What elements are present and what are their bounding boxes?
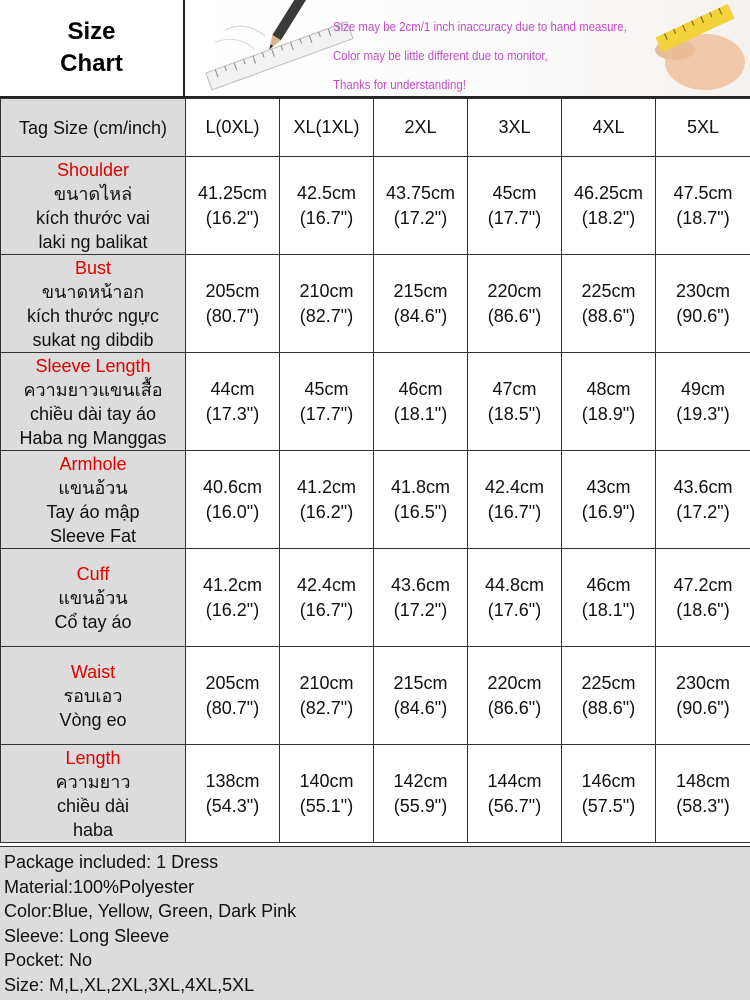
table-cell bbox=[468, 647, 562, 745]
title-line-2: Chart bbox=[60, 50, 123, 77]
cm-value: 42.4cm bbox=[296, 574, 357, 595]
measurement-translation: kích thước ngực bbox=[27, 305, 159, 326]
banner-note-3: Thanks for understanding! bbox=[333, 77, 466, 92]
table-cell bbox=[656, 255, 750, 353]
table-cell bbox=[656, 451, 750, 549]
measurement-translation: ขนาดหน้าอก bbox=[41, 281, 145, 302]
measurement-translation: haba bbox=[72, 819, 114, 840]
measurement-translation: Tay áo mập bbox=[46, 501, 140, 522]
inch-value: (17.6") bbox=[487, 599, 542, 620]
cm-value: 43.75cm bbox=[385, 182, 456, 203]
cm-value: 146cm bbox=[581, 770, 636, 791]
table-cell bbox=[656, 549, 750, 647]
inch-value: (84.6") bbox=[393, 697, 448, 718]
inch-value: (88.6") bbox=[581, 305, 636, 326]
table-cell bbox=[280, 647, 374, 745]
inch-value: (55.1") bbox=[299, 795, 354, 816]
sleeve-info: Sleeve: Long Sleeve bbox=[4, 925, 170, 946]
table-cell bbox=[562, 157, 656, 255]
measurement-label bbox=[1, 647, 186, 745]
inch-value: (18.2") bbox=[581, 207, 636, 228]
inch-value: (80.7") bbox=[205, 305, 260, 326]
table-row bbox=[1, 255, 750, 353]
inch-value: (17.2") bbox=[393, 599, 448, 620]
product-details bbox=[0, 846, 750, 1000]
cm-value: 44cm bbox=[210, 378, 255, 399]
inch-value: (54.3") bbox=[205, 795, 260, 816]
cm-value: 215cm bbox=[393, 672, 448, 693]
table-row bbox=[1, 451, 750, 549]
measurement-name: Waist bbox=[70, 661, 116, 682]
cm-value: 42.5cm bbox=[296, 182, 357, 203]
inch-value: (58.3") bbox=[676, 795, 730, 816]
cm-value: 220cm bbox=[487, 280, 542, 301]
cm-value: 45cm bbox=[304, 378, 349, 399]
table-cell bbox=[186, 353, 280, 451]
inch-value: (17.2") bbox=[393, 207, 448, 228]
cm-value: 43.6cm bbox=[673, 476, 733, 497]
inch-value: (90.6") bbox=[676, 697, 730, 718]
size-table bbox=[0, 98, 750, 843]
measurement-label bbox=[1, 451, 186, 549]
measurement-translation: แขนอ้วน bbox=[58, 477, 128, 498]
cm-value: 42.4cm bbox=[484, 476, 545, 497]
cm-value: 225cm bbox=[581, 672, 636, 693]
table-row bbox=[1, 157, 750, 255]
table-cell bbox=[374, 549, 468, 647]
measurement-translation: รอบเอว bbox=[63, 685, 123, 706]
table-cell bbox=[280, 745, 374, 843]
measurement-name: Shoulder bbox=[56, 159, 130, 180]
cm-value: 41.2cm bbox=[202, 574, 263, 595]
inch-value: (17.2") bbox=[676, 501, 730, 522]
table-cell bbox=[656, 157, 750, 255]
cm-value: 142cm bbox=[393, 770, 448, 791]
size-header: 4XL bbox=[562, 99, 656, 157]
inch-value: (17.7") bbox=[487, 207, 542, 228]
table-cell bbox=[374, 353, 468, 451]
table-cell bbox=[186, 549, 280, 647]
size-header: 2XL bbox=[374, 99, 468, 157]
inch-value: (18.1") bbox=[581, 599, 636, 620]
measurement-translation: chiều dài tay áo bbox=[29, 403, 157, 424]
title-box bbox=[0, 0, 185, 96]
cm-value: 47.2cm bbox=[673, 574, 733, 595]
table-cell bbox=[374, 451, 468, 549]
cm-value: 46.25cm bbox=[573, 182, 644, 203]
table-header-row bbox=[1, 99, 750, 157]
table-row bbox=[1, 745, 750, 843]
cm-value: 215cm bbox=[393, 280, 448, 301]
material-info: Material:100%Polyester bbox=[4, 876, 195, 897]
cm-value: 205cm bbox=[205, 672, 260, 693]
measurement-translation: Cổ tay áo bbox=[54, 611, 132, 632]
inch-value: (18.7") bbox=[676, 207, 730, 228]
cm-value: 205cm bbox=[205, 280, 260, 301]
cm-value: 140cm bbox=[299, 770, 354, 791]
size-header: XL(1XL) bbox=[280, 99, 374, 157]
inch-value: (55.9") bbox=[393, 795, 448, 816]
table-cell bbox=[562, 353, 656, 451]
table-cell bbox=[468, 353, 562, 451]
table-cell bbox=[562, 647, 656, 745]
inch-value: (80.7") bbox=[205, 697, 260, 718]
inch-value: (16.2") bbox=[205, 599, 260, 620]
table-cell bbox=[562, 549, 656, 647]
inch-value: (17.3") bbox=[205, 403, 260, 424]
cm-value: 230cm bbox=[675, 280, 731, 301]
color-info: Color:Blue, Yellow, Green, Dark Pink bbox=[4, 901, 297, 922]
measurement-name: Length bbox=[65, 747, 121, 768]
measurement-name: Sleeve Length bbox=[35, 355, 151, 376]
cm-value: 41.2cm bbox=[296, 476, 357, 497]
banner-notes bbox=[333, 12, 627, 96]
table-cell bbox=[186, 745, 280, 843]
measurement-label bbox=[1, 353, 186, 451]
cm-value: 40.6cm bbox=[202, 476, 263, 497]
inch-value: (86.6") bbox=[487, 305, 542, 326]
cm-value: 43cm bbox=[586, 476, 631, 497]
table-cell bbox=[374, 647, 468, 745]
cm-value: 220cm bbox=[487, 672, 542, 693]
table-cell bbox=[562, 255, 656, 353]
inch-value: (18.6") bbox=[676, 599, 730, 620]
measurement-label bbox=[1, 255, 186, 353]
table-row bbox=[1, 647, 750, 745]
measurement-banner bbox=[185, 0, 750, 96]
cm-value: 43.6cm bbox=[390, 574, 451, 595]
size-header: 5XL bbox=[656, 99, 750, 157]
inch-value: (82.7") bbox=[299, 697, 354, 718]
measurement-translation: ความยาว bbox=[55, 771, 131, 792]
inch-value: (16.7") bbox=[299, 599, 354, 620]
table-cell bbox=[280, 549, 374, 647]
table-cell bbox=[280, 451, 374, 549]
measurement-translation: Vòng eo bbox=[59, 709, 127, 730]
cm-value: 46cm bbox=[586, 574, 631, 595]
table-cell bbox=[186, 451, 280, 549]
cm-value: 41.8cm bbox=[390, 476, 451, 497]
measurement-name: Cuff bbox=[76, 563, 110, 584]
inch-value: (56.7") bbox=[487, 795, 542, 816]
cm-value: 225cm bbox=[581, 280, 636, 301]
measurement-label bbox=[1, 745, 186, 843]
table-cell bbox=[280, 157, 374, 255]
inch-value: (16.0") bbox=[205, 501, 260, 522]
cm-value: 46cm bbox=[398, 378, 443, 399]
header bbox=[0, 0, 750, 98]
cm-value: 138cm bbox=[205, 770, 260, 791]
table-cell bbox=[186, 157, 280, 255]
table-cell bbox=[280, 255, 374, 353]
cm-value: 45cm bbox=[492, 182, 537, 203]
measurement-translation: แขนอ้วน bbox=[58, 587, 128, 608]
cm-value: 210cm bbox=[299, 672, 354, 693]
cm-value: 49cm bbox=[680, 378, 725, 399]
pocket-info: Pocket: No bbox=[4, 950, 93, 971]
cm-value: 210cm bbox=[299, 280, 354, 301]
table-cell bbox=[656, 353, 750, 451]
cm-value: 48cm bbox=[586, 378, 631, 399]
cm-value: 41.25cm bbox=[197, 182, 268, 203]
inch-value: (16.2") bbox=[205, 207, 260, 228]
measurement-translation: Sleeve Fat bbox=[49, 525, 137, 546]
table-cell bbox=[186, 255, 280, 353]
inch-value: (16.7") bbox=[299, 207, 354, 228]
measurement-translation: ขนาดไหล่ bbox=[53, 183, 133, 204]
inch-value: (84.6") bbox=[393, 305, 448, 326]
table-cell bbox=[374, 157, 468, 255]
size-info: Size: M,L,XL,2XL,3XL,4XL,5XL bbox=[4, 974, 255, 995]
package-info: Package included: 1 Dress bbox=[4, 852, 219, 872]
table-row bbox=[1, 549, 750, 647]
measurement-translation: laki ng balikat bbox=[38, 231, 148, 252]
inch-value: (19.3") bbox=[676, 403, 730, 424]
inch-value: (16.5") bbox=[393, 501, 448, 522]
tag-size-header: Tag Size (cm/inch) bbox=[1, 99, 186, 157]
inch-value: (88.6") bbox=[581, 697, 636, 718]
measurement-name: Bust bbox=[74, 257, 112, 278]
inch-value: (90.6") bbox=[676, 305, 730, 326]
inch-value: (17.7") bbox=[299, 403, 354, 424]
inch-value: (57.5") bbox=[581, 795, 636, 816]
table-cell bbox=[280, 353, 374, 451]
table-cell bbox=[468, 745, 562, 843]
cm-value: 144cm bbox=[487, 770, 542, 791]
size-header: 3XL bbox=[468, 99, 562, 157]
inch-value: (16.9") bbox=[581, 501, 636, 522]
inch-value: (18.9") bbox=[581, 403, 636, 424]
measurement-translation: sukat ng dibdib bbox=[32, 329, 154, 350]
cm-value: 47.5cm bbox=[673, 182, 733, 203]
cm-value: 44.8cm bbox=[484, 574, 545, 595]
size-header: L(0XL) bbox=[186, 99, 280, 157]
measurement-translation: kích thước vai bbox=[36, 207, 150, 228]
table-cell bbox=[186, 647, 280, 745]
inch-value: (16.7") bbox=[487, 501, 542, 522]
cm-value: 148cm bbox=[675, 770, 731, 791]
measurement-name: Armhole bbox=[59, 453, 127, 474]
inch-value: (16.2") bbox=[299, 501, 354, 522]
banner-note-1: Size may be 2cm/1 inch inaccuracy due to hand measure, bbox=[333, 19, 627, 34]
inch-value: (18.1") bbox=[393, 403, 448, 424]
measurement-label bbox=[1, 157, 186, 255]
table-cell bbox=[656, 647, 750, 745]
measurement-label bbox=[1, 549, 186, 647]
inch-value: (82.7") bbox=[299, 305, 354, 326]
table-cell bbox=[656, 745, 750, 843]
table-cell bbox=[374, 745, 468, 843]
table-cell bbox=[468, 157, 562, 255]
table-cell bbox=[468, 451, 562, 549]
table-cell bbox=[468, 549, 562, 647]
table-row bbox=[1, 353, 750, 451]
table-cell bbox=[468, 255, 562, 353]
banner-note-2: Color may be little different due to monitor, bbox=[333, 48, 548, 63]
cm-value: 47cm bbox=[492, 378, 537, 399]
measurement-translation: chiều dài bbox=[56, 795, 130, 816]
inch-value: (18.5") bbox=[487, 403, 542, 424]
table-cell bbox=[374, 255, 468, 353]
cm-value: 230cm bbox=[675, 672, 731, 693]
inch-value: (86.6") bbox=[487, 697, 542, 718]
title-line-1: Size bbox=[67, 18, 116, 45]
table-cell bbox=[562, 451, 656, 549]
measurement-translation: ความยาวแขนเสื้อ bbox=[23, 379, 163, 400]
table-cell bbox=[562, 745, 656, 843]
measurement-translation: Haba ng Manggas bbox=[19, 427, 167, 448]
